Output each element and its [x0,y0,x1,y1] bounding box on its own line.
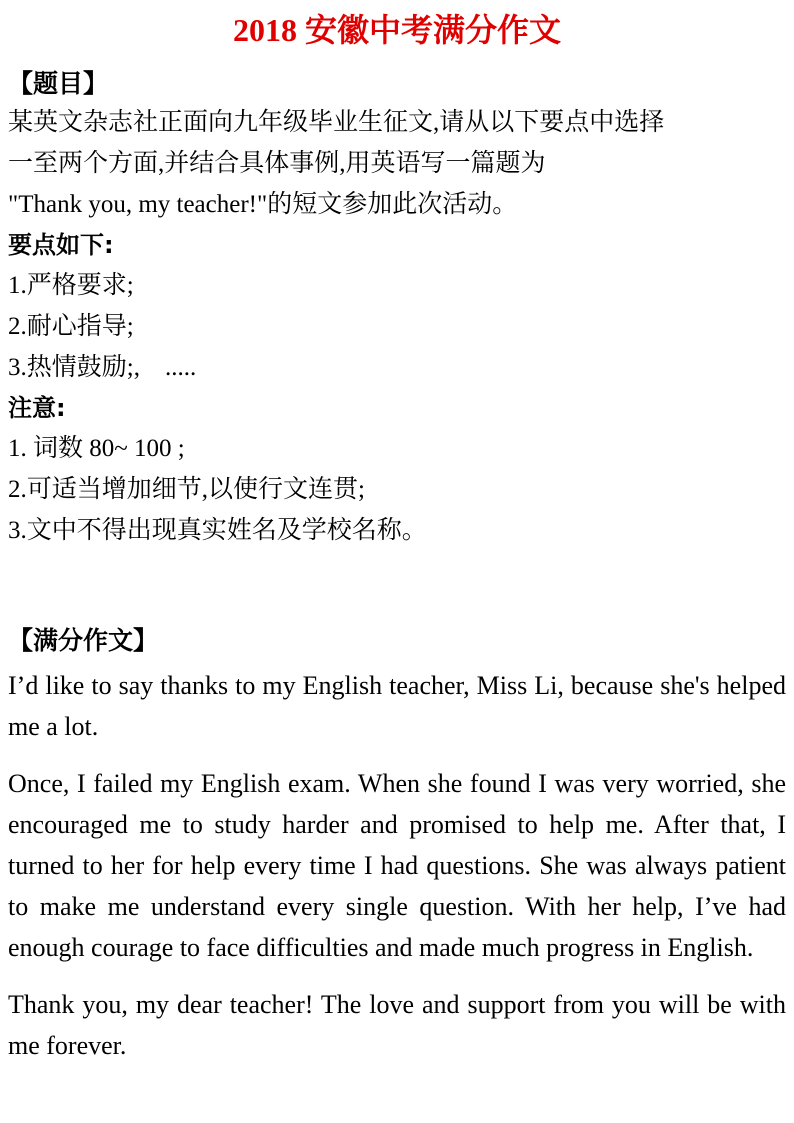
note-item: 1. 词数 80~ 100 ; [8,435,185,462]
prompt-line: 某英文杂志社正面向九年级毕业生征文,请从以下要点中选择 [8,109,665,136]
essay-heading: 【满分作文】 [8,626,159,655]
page-title: 2018 安徽中考满分作文 [232,12,561,48]
point-item: 2.耐心指导; [8,313,134,340]
prompt-line: 一至两个方面,并结合具体事例,用英语写一篇题为 [8,150,546,177]
notes-heading: 注意: [8,394,66,422]
essay-paragraph: Thank you, my dear teacher! The love and support from you will be with me forever. [8,990,786,1060]
note-item: 3.文中不得出现真实姓名及学校名称。 [8,517,427,544]
document-page [8,0,786,1066]
points-heading: 要点如下: [8,231,114,259]
prompt-heading: 【题目】 [8,69,109,98]
prompt-line: "Thank you, my teacher!"的短文参加此次活动。 [8,191,518,218]
point-item: 1.严格要求; [8,272,134,299]
essay-paragraph: I’d like to say thanks to my English teacher, Miss Li, because she's helped me a lot. [8,671,786,741]
note-item: 2.可适当增加细节,以使行文连贯; [8,476,365,503]
essay-paragraph: Once, I failed my English exam. When she found I was very worried, she encouraged me to study harder and promised to help me. After that, I turned to her for help every time I had questions. She was always patient to make me understand every single question. With her help, I’ve had enough courage to face difficulties and made much progress in English. [8,769,786,962]
point-item: 3.热情鼓励;, ..... [8,354,197,381]
